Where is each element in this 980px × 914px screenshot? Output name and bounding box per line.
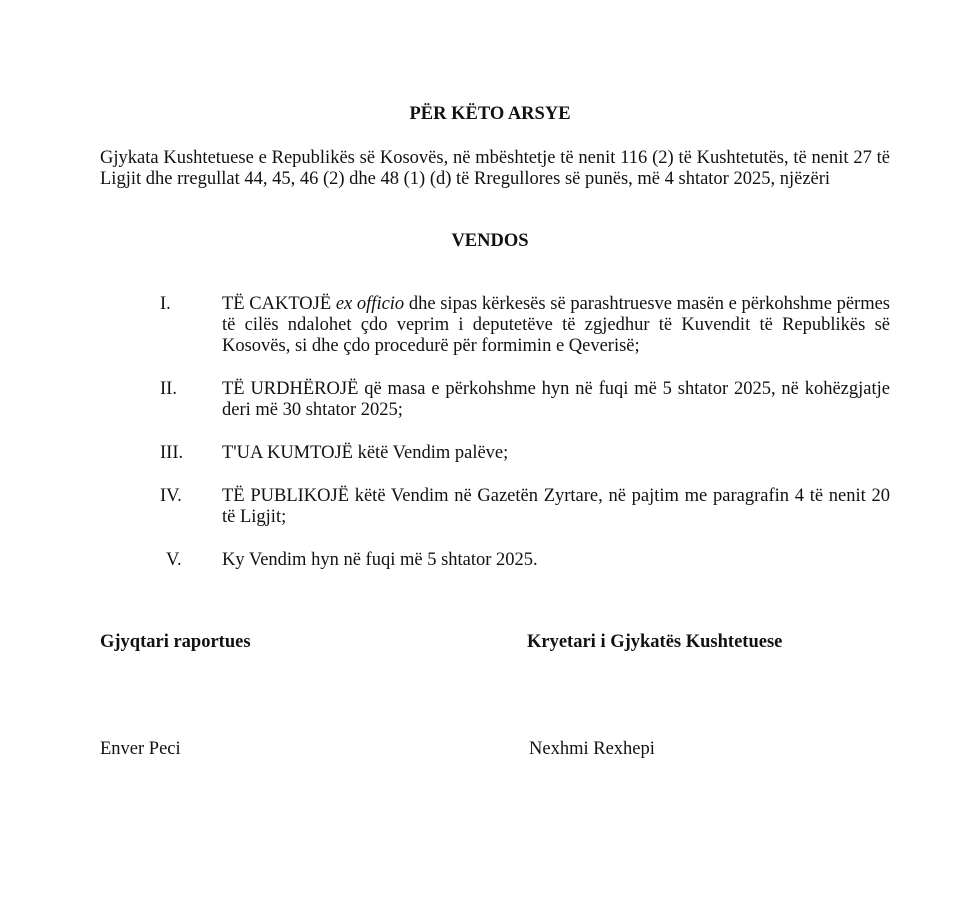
ruling-item-2 [0, 379, 980, 421]
ruling-item-5 [0, 550, 980, 571]
signature-right-name: Nexhmi Rexhepi [529, 739, 655, 759]
ruling-number: III. [160, 443, 184, 463]
ruling-number: V. [166, 550, 182, 570]
ruling-lead: TË CAKTOJË [222, 294, 336, 314]
ruling-item-3 [0, 443, 980, 464]
intro-paragraph: Gjykata Kushtetuese e Republikës së Kosovës, në mbështetje të nenit 116 (2) të Kushtetutës, të nenit 27 të Ligjit dhe rregullat 44, 45, 46 (2) dhe 48 (1) (d) të Rregullores së punës, më 4 shtator 2025, njëzëri [100, 148, 890, 189]
ruling-number: IV. [160, 486, 182, 506]
ruling-text: T'UA KUMTOJË këtë Vendim palëve; [222, 443, 509, 463]
ruling-italic: ex officio [335, 294, 405, 314]
ruling-text [222, 294, 890, 357]
ruling-list [0, 294, 980, 571]
ruling-rest: dhe sipas kërkesës së parashtruesve masën e përkohshme përmes të cilës ndalohet çdo veprim i deputetëve të zgjedhur të Kuvendit të Republikës së Kosovës, si dhe çdo procedurë për formimin e Qeverisë; [222, 294, 890, 356]
ruling-item-4 [0, 486, 980, 528]
signature-left-title: Gjyqtari raportues [100, 632, 251, 652]
ruling-item-1 [0, 294, 980, 357]
heading-decides: VENDOS [451, 231, 529, 251]
ruling-text: TË URDHËROJË që masa e përkohshme hyn në fuqi më 5 shtator 2025, në kohëzgjatje deri më 30 shtator 2025; [222, 379, 890, 420]
ruling-number: I. [160, 294, 171, 314]
signature-right-title: Kryetari i Gjykatës Kushtetuese [527, 632, 783, 652]
heading-reasons: PËR KËTO ARSYE [409, 104, 571, 124]
ruling-text: Ky Vendim hyn në fuqi më 5 shtator 2025. [222, 550, 538, 570]
ruling-text: TË PUBLIKOJË këtë Vendim në Gazetën Zyrtare, në pajtim me paragrafin 4 të nenit 20 të Ligjit; [222, 486, 890, 527]
signature-left-name: Enver Peci [100, 739, 181, 759]
ruling-number: II. [160, 379, 177, 399]
